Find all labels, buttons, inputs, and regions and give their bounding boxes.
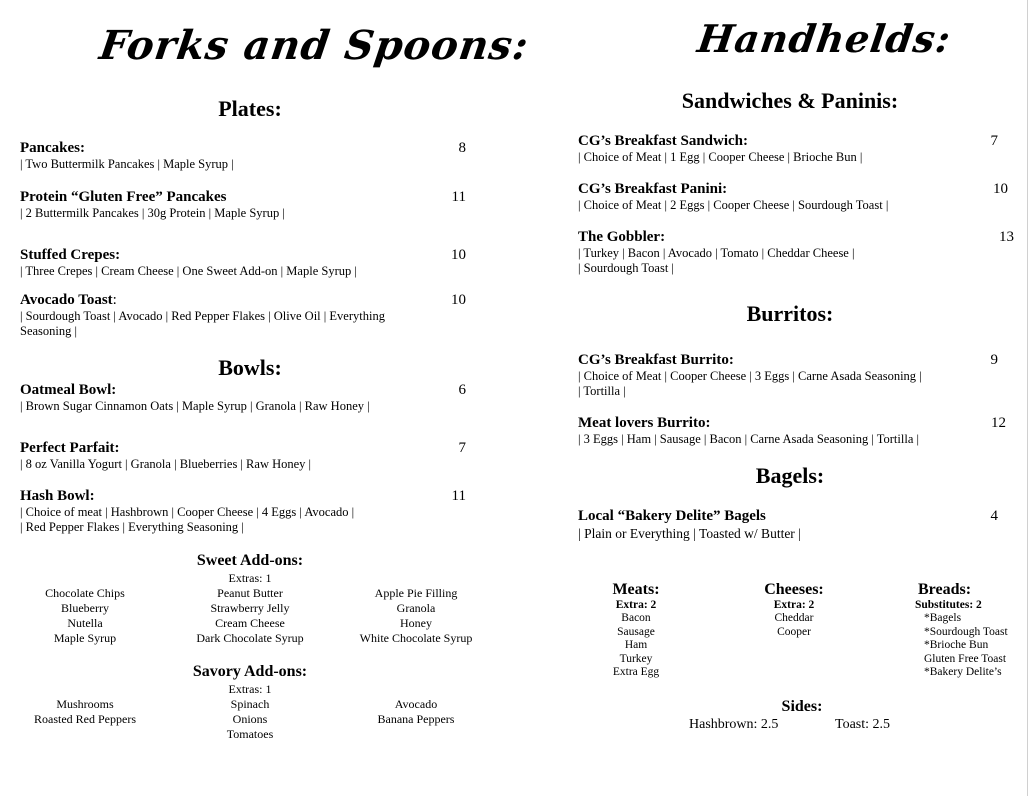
addon-item: Mushrooms — [56, 697, 114, 711]
item-name: Oatmeal Bowl: — [20, 382, 117, 398]
menu-item-pancakes — [20, 140, 470, 172]
item-name: Perfect Parfait: — [20, 440, 120, 456]
addon-item: Banana Peppers — [377, 712, 455, 726]
addon-item: Tomatoes — [226, 727, 274, 741]
item-name: CG’s Breakfast Panini: — [578, 181, 728, 197]
left-page-title: Forks and Spoons: — [96, 22, 532, 69]
addon-item: Onions — [232, 712, 268, 726]
item-desc-line2: | Red Pepper Flakes | Everything Seasoning | — [20, 520, 244, 534]
item-desc: | Choice of Meat | Cooper Cheese | 3 Eggs | Carne Asada Seasoning | — [578, 369, 922, 383]
meat-item: Bacon — [621, 612, 651, 624]
item-price: 11 — [451, 488, 466, 504]
item-desc: | 8 oz Vanilla Yogurt | Granola | Blueberries | Raw Honey | — [20, 457, 312, 471]
bagels-heading: Bagels: — [755, 463, 825, 488]
item-name: Stuffed Crepes: — [20, 247, 121, 263]
item-desc-line2: Seasoning | — [20, 324, 78, 338]
menu-item-breakfast-panini — [578, 181, 1008, 213]
burritos-heading: Burritos: — [746, 301, 834, 326]
meats-heading: Meats: — [612, 581, 660, 598]
savory-addons-col1 — [0, 697, 170, 727]
breads-heading: Breads: — [918, 581, 972, 598]
item-name: Local “Bakery Delite” Bagels — [578, 508, 766, 524]
item-desc: | Choice of Meat | 1 Egg | Cooper Cheese | Brioche Bun | — [578, 150, 863, 164]
item-desc: | Sourdough Toast | Avocado | Red Pepper Flakes | Olive Oil | Everything — [20, 309, 385, 323]
item-name: Pancakes: — [20, 140, 85, 156]
meats-note: Extra: 2 — [615, 599, 657, 611]
bread-item: *Sourdough Toast — [924, 625, 1008, 638]
item-price: 12 — [991, 415, 1006, 431]
menu-item-oatmeal-bowl — [20, 382, 470, 414]
meat-item: Ham — [624, 639, 648, 651]
menu-item-protein-pancakes — [20, 189, 470, 221]
item-price: 9 — [990, 352, 998, 368]
menu-item-perfect-parfait — [20, 440, 470, 472]
cheese-item: Cooper — [777, 625, 811, 638]
bread-item: Gluten Free Toast — [924, 652, 1007, 665]
bowls-heading: Bowls: — [218, 355, 282, 380]
breads-column — [912, 580, 1022, 680]
item-price: 10 — [993, 181, 1008, 197]
item-name: Protein “Gluten Free” Pancakes — [20, 189, 227, 205]
addon-item: Strawberry Jelly — [210, 601, 290, 615]
sweet-addons-col3 — [330, 586, 502, 646]
bread-item: *Bagels — [924, 612, 962, 624]
addon-item: Roasted Red Peppers — [34, 712, 136, 726]
savory-addons-extras: Extras: 1 — [228, 682, 272, 696]
addon-item: Cream Cheese — [215, 616, 285, 630]
breads-note: Substitutes: 2 — [915, 599, 982, 611]
item-name: CG’s Breakfast Sandwich: — [578, 133, 749, 149]
sweet-addons-extras: Extras: 1 — [228, 571, 272, 585]
savory-addons-heading: Savory Add-ons: — [192, 663, 308, 680]
item-price: 8 — [458, 140, 466, 156]
sweet-addons-col2 — [160, 586, 340, 646]
addon-item: Granola — [396, 601, 436, 615]
item-desc: | Plain or Everything | Toasted w/ Butter | — [578, 526, 801, 541]
item-name: Hash Bowl: — [20, 488, 95, 504]
item-price: 7 — [990, 133, 998, 149]
item-price: 6 — [458, 382, 466, 398]
bread-item: *Bakery Delite’s — [924, 666, 1002, 678]
cheeses-column — [744, 580, 844, 639]
cheese-item: Cheddar — [774, 612, 814, 624]
addon-item: White Chocolate Syrup — [359, 631, 473, 645]
side-hashbrown: Hashbrown: 2.5 — [689, 717, 779, 732]
menu-item-hash-bowl — [20, 488, 470, 535]
item-price: 10 — [451, 247, 466, 263]
item-name: Avocado Toast — [20, 292, 113, 308]
right-page-title: Handhelds: — [694, 16, 955, 61]
item-price: 4 — [990, 508, 998, 524]
bread-item: *Brioche Bun — [924, 639, 989, 651]
cheeses-note: Extra: 2 — [773, 599, 815, 611]
sandwiches-heading: Sandwiches & Paninis: — [681, 88, 899, 113]
sweet-addons-heading: Sweet Add-ons: — [196, 552, 304, 569]
menu-item-bagels — [578, 508, 1008, 543]
menu-item-the-gobbler — [578, 229, 1014, 276]
item-desc: | Choice of meat | Hashbrown | Cooper Cheese | 4 Eggs | Avocado | — [20, 505, 355, 519]
addon-item: Apple Pie Filling — [374, 586, 458, 600]
item-price: 7 — [458, 440, 466, 456]
item-desc-line2: | Sourdough Toast | — [578, 261, 674, 275]
item-desc: | Three Crepes | Cream Cheese | One Sweet Add-on | Maple Syrup | — [20, 264, 357, 278]
side-toast: Toast: 2.5 — [835, 717, 891, 732]
item-price: 10 — [451, 292, 466, 308]
sweet-addons-col1 — [0, 586, 170, 646]
item-name-suffix: : — [112, 292, 117, 308]
item-desc: | Two Buttermilk Pancakes | Maple Syrup | — [20, 157, 234, 171]
addon-item: Honey — [400, 616, 432, 630]
item-price: 11 — [451, 189, 466, 205]
page-edge-divider — [1027, 0, 1028, 796]
item-desc: | 3 Eggs | Ham | Sausage | Bacon | Carne Asada Seasoning | Tortilla | — [578, 432, 920, 446]
addon-item: Blueberry — [61, 601, 109, 615]
menu-item-meat-lovers-burrito — [578, 415, 1008, 447]
item-desc: | Turkey | Bacon | Avocado | Tomato | Cheddar Cheese | — [578, 246, 855, 260]
addon-item: Dark Chocolate Syrup — [196, 631, 304, 645]
addon-item: Spinach — [230, 697, 270, 711]
addon-item: Nutella — [67, 616, 103, 630]
addon-item: Maple Syrup — [53, 631, 117, 645]
item-price: 13 — [999, 229, 1014, 245]
item-name: The Gobbler: — [578, 229, 666, 245]
item-name: CG’s Breakfast Burrito: — [578, 352, 734, 368]
item-desc: | Brown Sugar Cinnamon Oats | Maple Syrup | Granola | Raw Honey | — [20, 399, 370, 413]
meat-item: Extra Egg — [612, 666, 660, 678]
savory-addons-col3 — [330, 697, 502, 727]
addon-item: Avocado — [394, 697, 438, 711]
savory-addons-col2 — [160, 697, 340, 742]
item-desc: | Choice of Meat | 2 Eggs | Cooper Cheese | Sourdough Toast | — [578, 198, 889, 212]
plates-heading: Plates: — [218, 96, 282, 121]
addon-item: Chocolate Chips — [45, 586, 125, 600]
menu-item-breakfast-burrito — [578, 352, 1008, 399]
meat-item: Sausage — [617, 625, 655, 638]
item-desc-line2: | Tortilla | — [578, 384, 626, 398]
menu-item-breakfast-sandwich — [578, 133, 1008, 165]
item-desc: | 2 Buttermilk Pancakes | 30g Protein | Maple Syrup | — [20, 206, 285, 220]
meats-column — [586, 580, 686, 680]
menu-item-avocado-toast — [20, 292, 470, 339]
sides-heading: Sides: — [781, 698, 823, 715]
meat-item: Turkey — [619, 652, 653, 665]
menu-item-stuffed-crepes — [20, 247, 470, 279]
cheeses-heading: Cheeses: — [764, 581, 824, 598]
addon-item: Peanut Butter — [217, 586, 283, 600]
item-name: Meat lovers Burrito: — [578, 415, 711, 431]
